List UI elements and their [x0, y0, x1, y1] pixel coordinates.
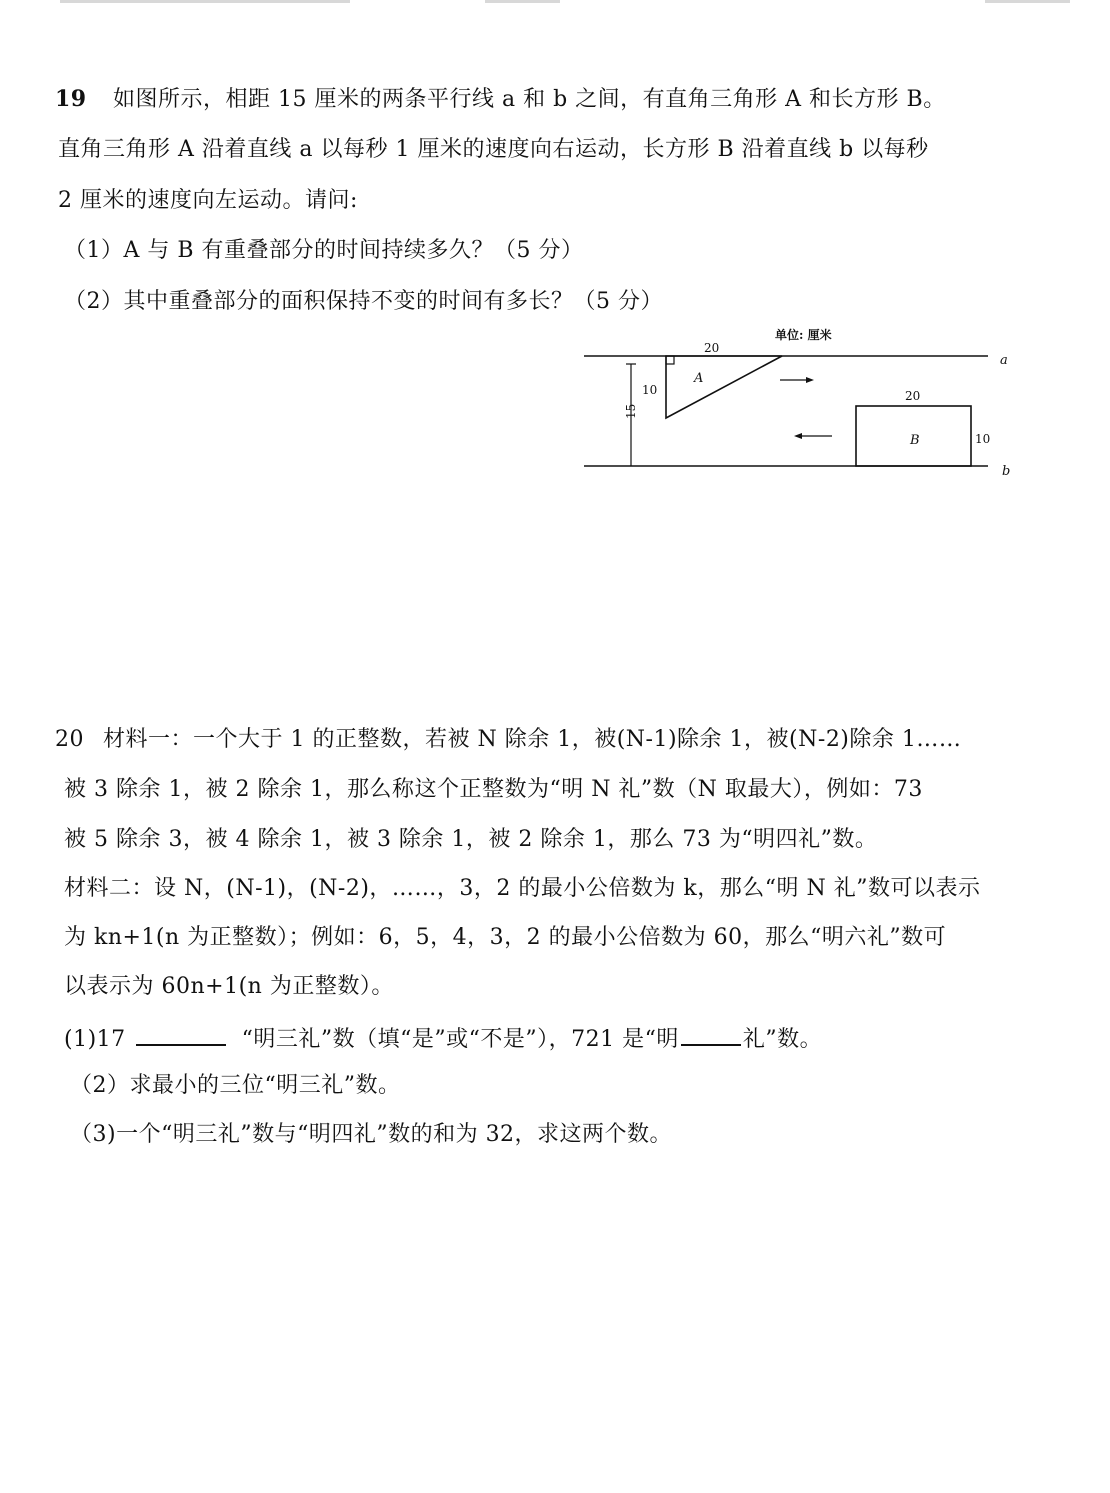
q19-sub2: （2）其中重叠部分的面积保持不变的时间有多长？（5 分） — [64, 289, 663, 314]
figure-unit-label: 单位: 厘米 — [775, 328, 832, 342]
top-edge-mark — [485, 0, 560, 3]
rect-name-label: B — [910, 433, 920, 448]
rect-height-label: 10 — [975, 432, 991, 446]
distance-label: 15 — [624, 403, 638, 419]
q20-line4: 材料二：设 N，(N-1)，(N-2)，……，3，2 的最小公倍数为 k，那么“明 N 礼”数可以表示 — [64, 876, 981, 901]
q20-sub1-suffix: 礼”数。 — [742, 1027, 823, 1052]
line-b-label: b — [1002, 464, 1011, 479]
q20-line6: 以表示为 60n+1(n 为正整数）。 — [64, 974, 394, 999]
q20-line3: 被 5 除余 3，被 4 除余 1，被 3 除余 1，被 2 除余 1，那么 73 为“明四礼”数。 — [64, 827, 878, 852]
answer-blank-1[interactable] — [136, 1022, 226, 1046]
q20-sub1 — [64, 1022, 822, 1055]
triangle-height-label: 10 — [642, 383, 658, 397]
q19-line3: 2 厘米的速度向左运动。请问: — [58, 188, 358, 213]
answer-blank-2[interactable] — [681, 1022, 741, 1046]
q20-line2: 被 3 除余 1，被 2 除余 1，那么称这个正整数为“明 N 礼”数（N 取最大），例如：73 — [64, 777, 923, 802]
q20-sub1-prefix: (1)17 — [64, 1027, 126, 1052]
triangle-name-label: A — [694, 371, 704, 386]
rect-width-label: 20 — [905, 389, 921, 403]
q19-figure — [570, 318, 1040, 488]
q20-number: 20 — [55, 727, 84, 752]
line-a-label: a — [1000, 353, 1008, 368]
q20-line5: 为 kn+1(n 为正整数）；例如：6，5，4，3，2 的最小公倍数为 60，那么“明六礼”数可 — [64, 925, 947, 950]
q20-line1 — [55, 725, 961, 755]
top-edge-mark — [60, 0, 350, 3]
q19-line2: 直角三角形 A 沿着直线 a 以每秒 1 厘米的速度向右运动，长方形 B 沿着直线 b 以每秒 — [58, 137, 929, 162]
right-angle-mark — [666, 356, 674, 364]
q19-text-1: 如图所示，相距 15 厘米的两条平行线 a 和 b 之间，有直角三角形 A 和长方形 B。 — [113, 87, 946, 112]
q19-sub1: （1）A 与 B 有重叠部分的时间持续多久？（5 分） — [64, 238, 584, 263]
triangle-top-label: 20 — [704, 341, 720, 355]
q20-text-1: 材料一：一个大于 1 的正整数，若被 N 除余 1，被(N-1)除余 1，被(N-2)除余 1…… — [103, 727, 962, 752]
right-triangle-a — [666, 356, 782, 418]
q20-sub2: （2）求最小的三位“明三礼”数。 — [70, 1073, 401, 1098]
q20-sub1-middle: “明三礼”数（填“是”或“不是”），721 是“明 — [241, 1027, 679, 1052]
top-edge-mark — [985, 0, 1070, 3]
q19-line1 — [55, 84, 946, 115]
q20-sub3: （3)一个“明三礼”数与“明四礼”数的和为 32，求这两个数。 — [70, 1122, 673, 1147]
q19-number: 19 — [55, 86, 87, 112]
